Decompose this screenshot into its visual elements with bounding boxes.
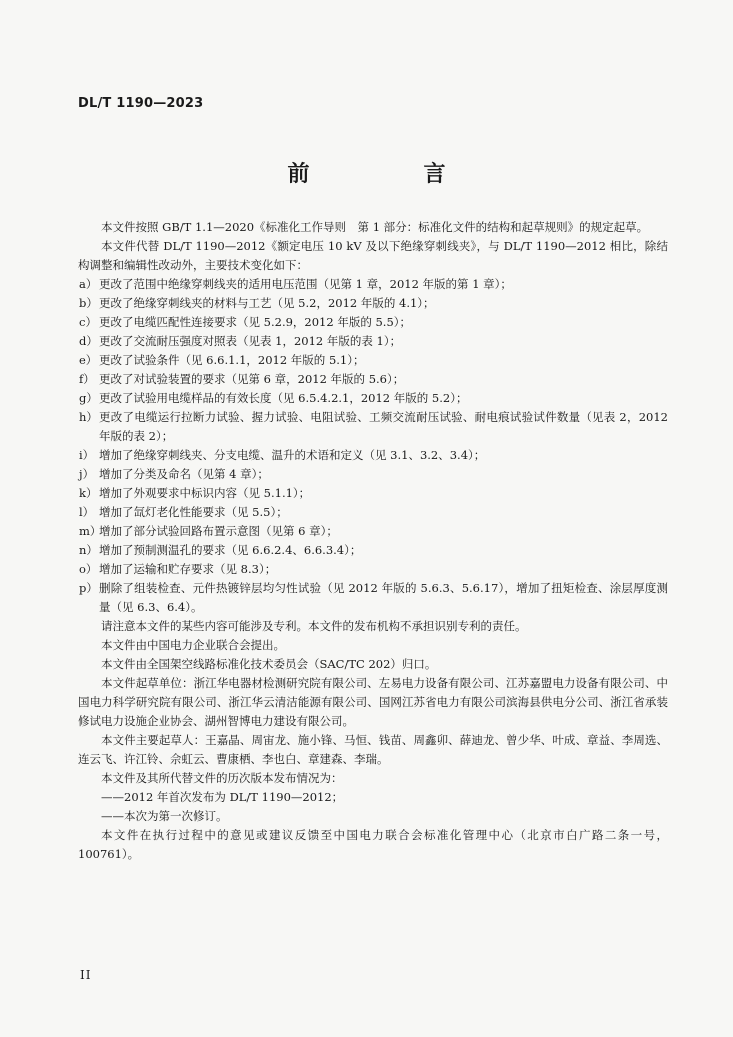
list-marker: g） bbox=[79, 391, 98, 405]
history-intro: 本文件及其所代替文件的历次版本发布情况为： bbox=[101, 771, 343, 785]
list-item bbox=[78, 313, 668, 332]
list-item-text: 增加了部分试验回路布置示意图（见第 6 章）； bbox=[99, 524, 338, 538]
list-marker: f） bbox=[79, 372, 95, 386]
list-item bbox=[78, 560, 668, 579]
list-marker: e） bbox=[79, 353, 98, 367]
list-item-text: 增加了外观要求中标识内容（见 5.1.1）； bbox=[99, 486, 311, 500]
list-item bbox=[78, 541, 668, 560]
list-marker: a） bbox=[79, 277, 98, 291]
list-marker: l） bbox=[79, 505, 95, 519]
list-item-text: 增加了分类及命名（见第 4 章）； bbox=[99, 467, 269, 481]
list-marker: n） bbox=[79, 543, 98, 557]
list-marker: h） bbox=[79, 410, 98, 424]
list-item bbox=[78, 275, 668, 294]
patent-notice: 请注意本文件的某些内容可能涉及专利。本文件的发布机构不承担识别专利的责任。 bbox=[101, 619, 527, 633]
committee-statement: 本文件由全国架空线路标准化技术委员会（SAC/TC 202）归口。 bbox=[101, 657, 437, 671]
page-title: 前 言 bbox=[287, 162, 492, 187]
list-item bbox=[78, 446, 668, 465]
list-item-text: 更改了范围中绝缘穿刺线夹的适用电压范围（见第 1 章，2012 年版的第 1 章）； bbox=[99, 277, 512, 291]
proposer-statement: 本文件由中国电力企业联合会提出。 bbox=[101, 638, 285, 652]
list-item bbox=[78, 484, 668, 503]
list-item-text: 增加了绝缘穿刺线夹、分支电缆、温升的术语和定义（见 3.1、3.2、3.4）； bbox=[99, 448, 486, 462]
list-item bbox=[78, 503, 668, 522]
list-item-text: 更改了电缆匹配性连接要求（见 5.2.9，2012 年版的 5.5）； bbox=[99, 315, 412, 329]
list-item-text: 增加了预制测温孔的要求（见 6.6.2.4、6.6.3.4）； bbox=[99, 543, 362, 557]
list-item bbox=[78, 579, 668, 617]
list-item-text: 更改了交流耐压强度对照表（见表 1，2012 年版的表 1）； bbox=[99, 334, 402, 348]
list-marker: o） bbox=[79, 562, 98, 576]
list-marker: d） bbox=[79, 334, 98, 348]
list-marker: k） bbox=[79, 486, 98, 500]
list-item bbox=[78, 294, 668, 313]
list-marker: c） bbox=[79, 315, 97, 329]
foreword-body bbox=[78, 218, 668, 864]
history-item: ——本次为第一次修订。 bbox=[101, 809, 228, 823]
list-item-text: 更改了绝缘穿刺线夹的材料与工艺（见 5.2，2012 年版的 4.1）； bbox=[99, 296, 435, 310]
feedback-statement: 本文件在执行过程中的意见或建议反馈至中国电力联合会标准化管理中心（北京市白广路二条一号，100761）。 bbox=[78, 828, 668, 861]
list-item-text: 更改了电缆运行拉断力试验、握力试验、电阻试验、工频交流耐压试验、耐电痕试验试件数量（见表 2，2012 年版的表 2）； bbox=[99, 410, 668, 443]
list-marker: j） bbox=[79, 467, 95, 481]
standard-code: DL/T 1190—2023 bbox=[78, 96, 204, 111]
drafting-units: 本文件起草单位：浙江华电器材检测研究院有限公司、左易电力设备有限公司、江苏嘉盟电力设备有限公司、中国电力科学研究院有限公司、浙江华云清洁能源有限公司、国网江苏省电力有限公司滨海县供电分公司、浙江省承装修试电力设施企业协会、湖州智博电力建设有限公司。 bbox=[78, 676, 668, 728]
list-item bbox=[78, 351, 668, 370]
list-item-text: 更改了对试验装置的要求（见第 6 章，2012 年版的 5.6）； bbox=[99, 372, 405, 386]
list-item-text: 增加了氙灯老化性能要求（见 5.5）； bbox=[99, 505, 288, 519]
list-marker: b） bbox=[79, 296, 98, 310]
list-item bbox=[78, 389, 668, 408]
list-marker: m） bbox=[79, 524, 102, 538]
list-item bbox=[78, 370, 668, 389]
history-item: ——2012 年首次发布为 DL/T 1190—2012； bbox=[101, 790, 344, 804]
list-item-text: 更改了试验条件（见 6.6.1.1，2012 年版的 5.1）； bbox=[99, 353, 365, 367]
list-item-text: 删除了组装检查、元件热镀锌层均匀性试验（见 2012 年版的 5.6.3、5.6.17），增加了扭矩检查、涂层厚度测量（见 6.3、6.4）。 bbox=[99, 581, 668, 614]
list-item-text: 更改了试验用电缆样品的有效长度（见 6.5.4.2.1，2012 年版的 5.2）； bbox=[99, 391, 468, 405]
list-item-text: 增加了运输和贮存要求（见 8.3）； bbox=[99, 562, 277, 576]
intro-paragraph: 本文件按照 GB/T 1.1—2020《标准化工作导则 第 1 部分：标准化文件的结构和起草规则》的规定起草。 bbox=[101, 220, 649, 234]
list-marker: p） bbox=[79, 581, 98, 595]
list-item bbox=[78, 408, 668, 446]
list-marker: i） bbox=[79, 448, 95, 462]
change-list bbox=[78, 275, 668, 617]
intro-paragraph: 本文件代替 DL/T 1190—2012《额定电压 10 kV 及以下绝缘穿刺线夹》，与 DL/T 1190—2012 相比，除结构调整和编辑性改动外，主要技术变化如下： bbox=[78, 239, 668, 272]
list-item bbox=[78, 522, 668, 541]
list-item bbox=[78, 332, 668, 351]
list-item bbox=[78, 465, 668, 484]
drafters: 本文件主要起草人：王嘉晶、周宙龙、施小锋、马恒、钱苗、周鑫卯、薛迪龙、曾少华、叶成、章益、李周选、连云飞、许江铃、佘虹云、曹康栖、李也白、章建森、李瑞。 bbox=[78, 733, 668, 766]
page-number: II bbox=[80, 968, 92, 982]
